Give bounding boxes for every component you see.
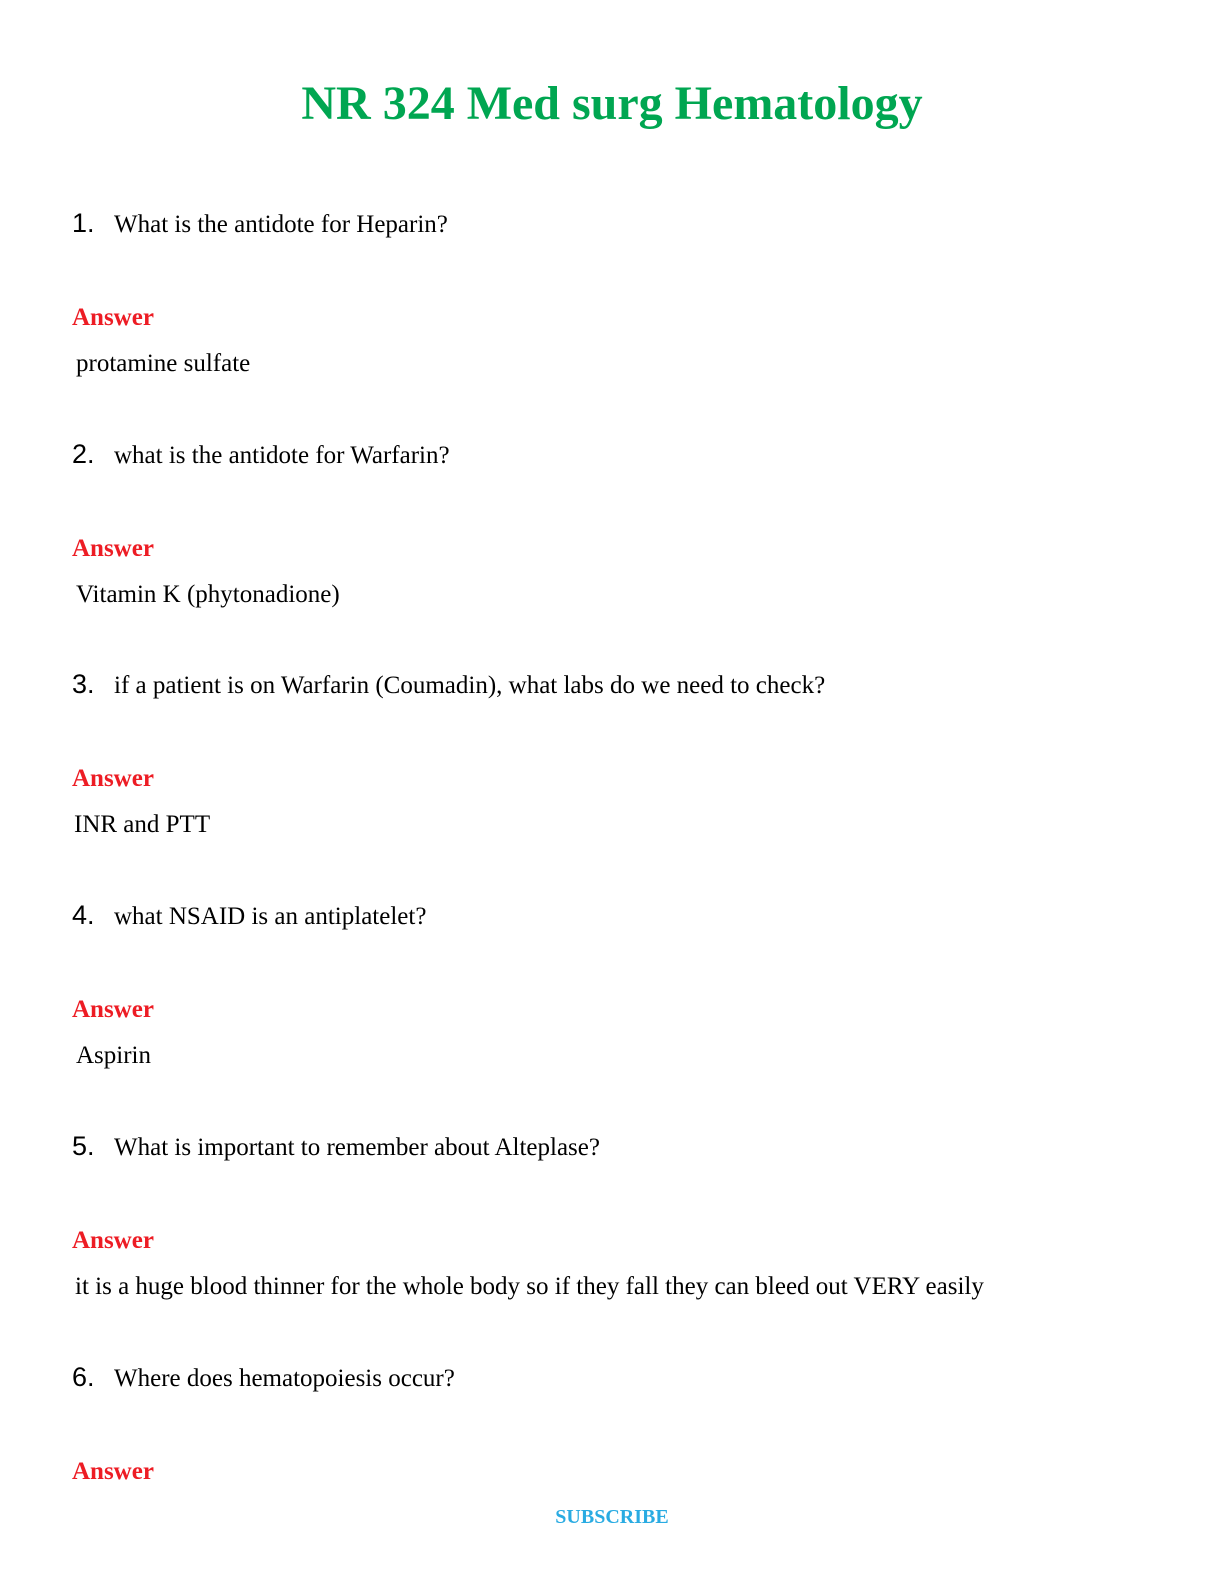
answer-label: Answer (72, 304, 154, 331)
question (72, 1361, 455, 1393)
answer-label: Answer (72, 535, 154, 562)
question-number: 5. (72, 1131, 95, 1161)
answer-text: it is a huge blood thinner for the whole body so if they fall they can bleed out VERY easily (75, 1273, 984, 1300)
question-number: 2. (72, 439, 95, 469)
answer-text: Vitamin K (phytonadione) (76, 581, 340, 608)
question-text: What is the antidote for Heparin? (114, 211, 448, 238)
question-text: What is important to remember about Alteplase? (114, 1134, 600, 1161)
answer-text: INR and PTT (74, 811, 211, 838)
question (72, 668, 825, 700)
question-text: what NSAID is an antiplatelet? (114, 903, 427, 930)
question-number: 6. (72, 1362, 95, 1392)
question-number: 1. (72, 208, 95, 238)
question (72, 438, 450, 470)
answer-text: Aspirin (76, 1042, 151, 1069)
question-number: 4. (72, 900, 95, 930)
question (72, 207, 448, 239)
question-number: 3. (72, 669, 95, 699)
answer-label: Answer (72, 1458, 154, 1485)
page-title: NR 324 Med surg Hematology (301, 77, 923, 130)
answer-label: Answer (72, 765, 154, 792)
question (72, 1130, 600, 1162)
question-text: Where does hematopoiesis occur? (114, 1365, 455, 1392)
answer-label: Answer (72, 1227, 154, 1254)
answer-text: protamine sulfate (76, 350, 251, 377)
answer-label: Answer (72, 996, 154, 1023)
question (72, 899, 426, 931)
subscribe-link[interactable]: SUBSCRIBE (555, 1506, 669, 1528)
question-text: what is the antidote for Warfarin? (114, 442, 450, 469)
question-text: if a patient is on Warfarin (Coumadin), what labs do we need to check? (114, 672, 826, 699)
